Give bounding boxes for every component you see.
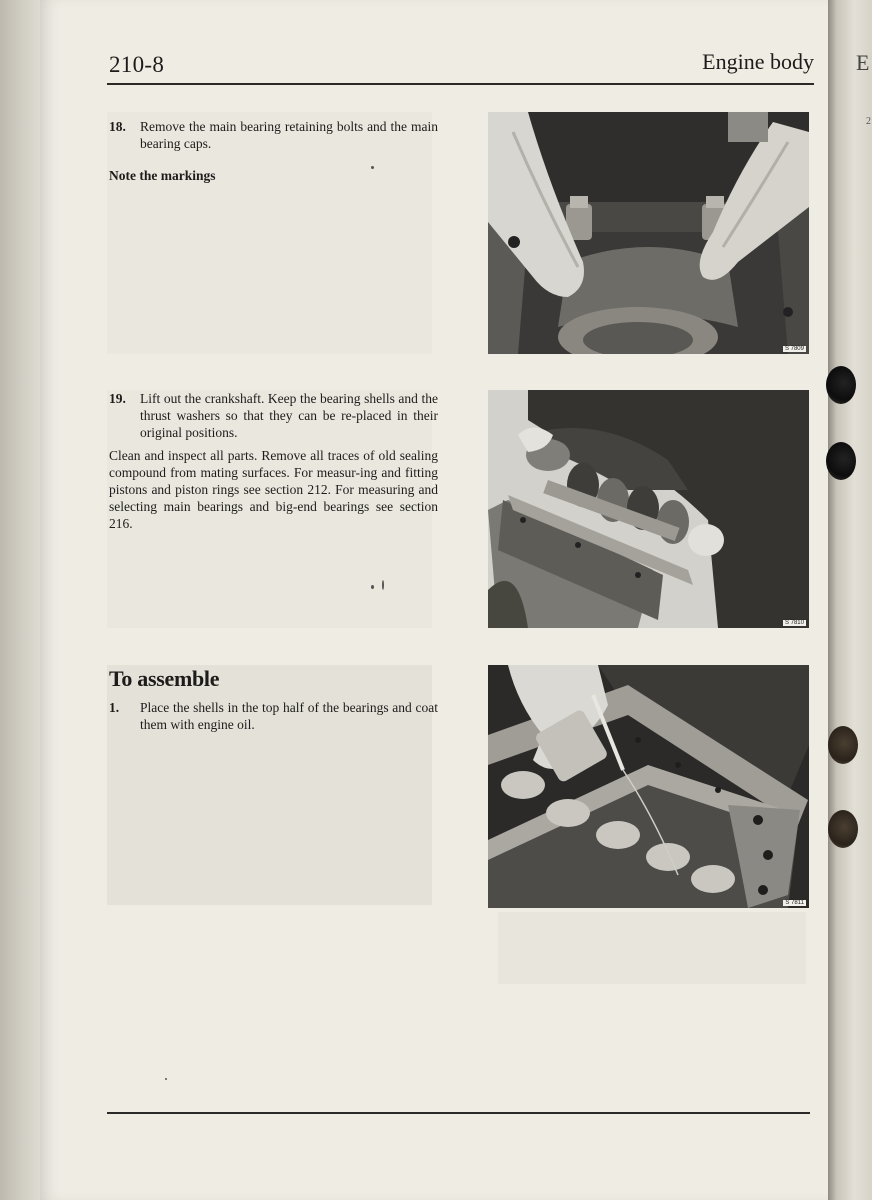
photo-code: S 7811 bbox=[785, 900, 804, 906]
crankshaft-illustration bbox=[488, 390, 809, 628]
paper-speck bbox=[382, 580, 384, 590]
photo-code: S 7809 bbox=[784, 346, 804, 352]
step-18 bbox=[109, 118, 438, 152]
bearing-cap-illustration bbox=[488, 112, 809, 354]
step-19 bbox=[109, 390, 438, 441]
engine-block-illustration bbox=[488, 665, 809, 908]
step-text: Place the shells in the top half of the bearings and coat them with engine oil. bbox=[140, 700, 438, 732]
next-page-edge bbox=[828, 0, 872, 1200]
text-block-background bbox=[498, 912, 806, 984]
photo-oiling-bearing-shells bbox=[488, 665, 809, 908]
note-the-markings: Note the markings bbox=[109, 168, 216, 183]
step-text: Remove the main bearing retaining bolts and the main bearing caps. bbox=[140, 119, 438, 151]
to-assemble-heading: To assemble bbox=[109, 666, 220, 691]
header-rule bbox=[107, 83, 814, 85]
page-number: 210-8 bbox=[109, 52, 165, 77]
photo-crankshaft-lift bbox=[488, 390, 809, 628]
clean-inspect-paragraph: Clean and inspect all parts. Remove all traces of old sealing compound from mating surfaces. For measur-ing and fitting pistons and piston rings see section 212. For measuring and selecting main bearings and big-end bearings see section 216. bbox=[109, 448, 438, 531]
step-number: 1. bbox=[109, 700, 120, 715]
footer-rule bbox=[107, 1112, 810, 1114]
assemble-step-1 bbox=[109, 699, 438, 733]
punch-hole bbox=[828, 810, 858, 848]
photo-code: S 7810 bbox=[784, 620, 804, 626]
step-number: 18. bbox=[109, 119, 126, 134]
section-title: Engine body bbox=[702, 49, 814, 74]
punch-hole bbox=[826, 442, 856, 480]
paper-speck bbox=[165, 1078, 167, 1080]
paper-speck bbox=[371, 585, 374, 589]
punch-hole bbox=[828, 726, 858, 764]
punch-hole bbox=[826, 366, 856, 404]
photo-bearing-cap-removal bbox=[488, 112, 809, 354]
next-page-number: 2 bbox=[866, 116, 871, 127]
next-page-letter: E bbox=[856, 50, 870, 75]
step-number: 19. bbox=[109, 391, 126, 406]
paper-speck bbox=[371, 166, 374, 169]
step-text: Lift out the crankshaft. Keep the bearing shells and the thrust washers so that they can be re-placed in their original positions. bbox=[140, 391, 438, 440]
